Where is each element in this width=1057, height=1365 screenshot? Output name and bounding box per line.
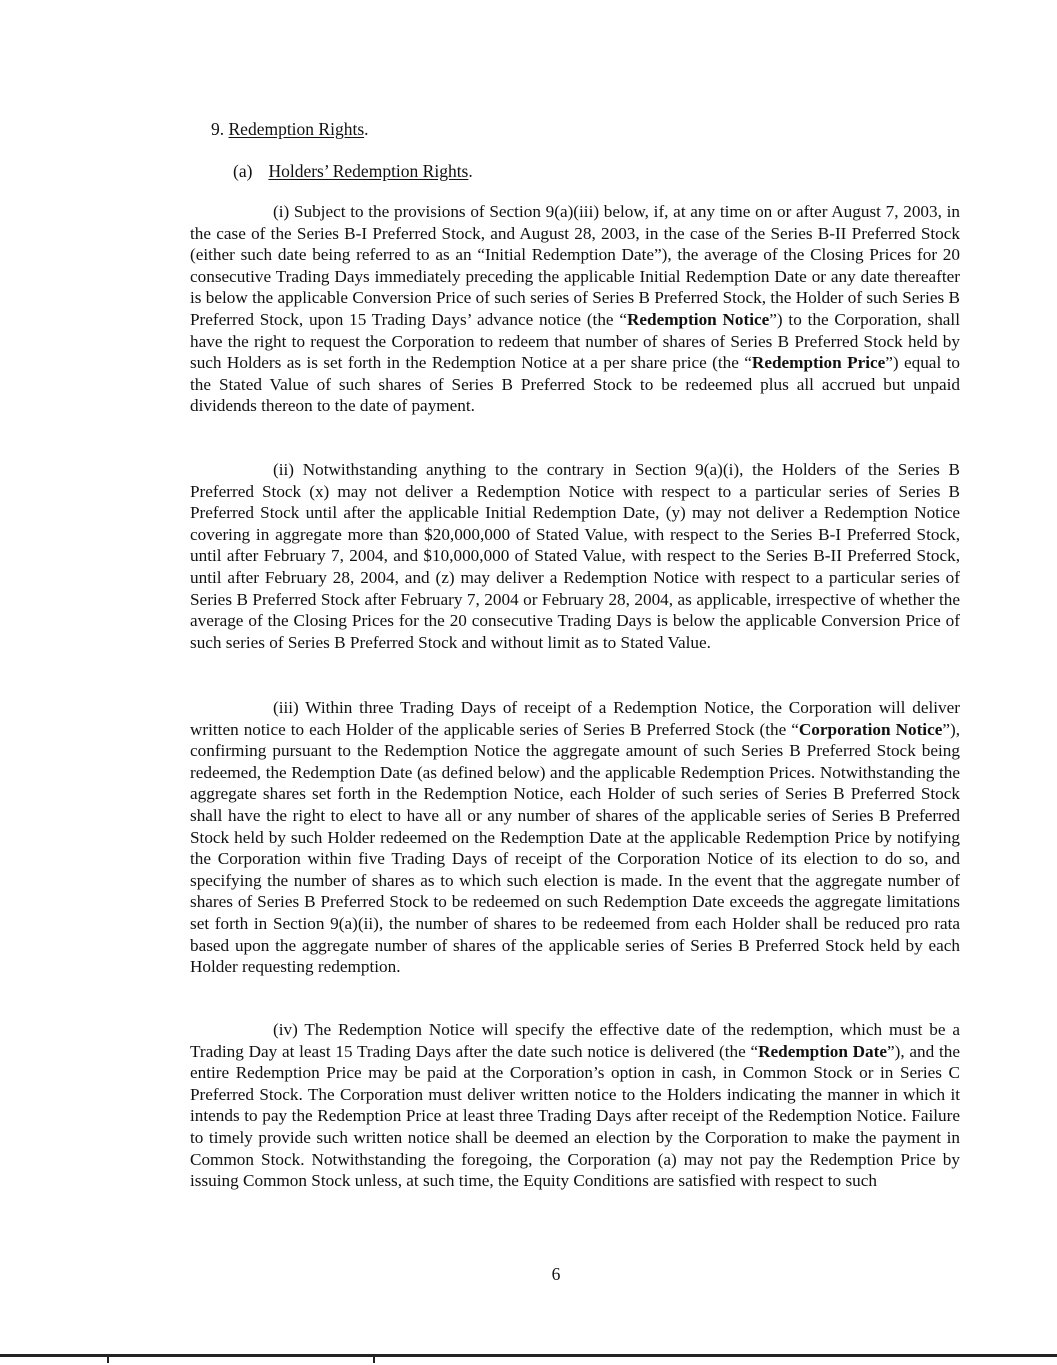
section-number: 9. xyxy=(211,119,225,139)
paragraph-ii xyxy=(190,459,960,653)
paragraph-text: (i) Subject to the provisions of Section 9(a)(iii) below, if, at any time on or after August 7, 2003, in the case of the Series B-I Preferred Stock, and August 28, 2003, in the case of the Series B-II Preferred Stock (either such date being referred to as an “Initial Redemption Date”), the average of the Closing Prices for 20 consecutive Trading Days immediately preceding the applicable Initial Redemption Date or any date thereafter is below the applicable Conversion Price of such series of Series B Preferred Stock, the Holder of such Series B Preferred Stock, upon 15 Trading Days’ advance notice (the “ xyxy=(190,202,960,329)
paragraph-i xyxy=(190,201,960,417)
scan-tick-mark xyxy=(373,1354,375,1363)
subsection-label: (a) xyxy=(233,161,253,181)
paragraph-text: ”), and the entire Redemption Price may be paid at the Corporation’s option in cash, in Common Stock or in Series C Preferred Stock. The Corporation must deliver written notice to the Holders indicating the manner in which it intends to pay the Redemption Price at least three Trading Days after receipt of the Redemption Notice. Failure to timely provide such written notice shall be deemed an election by the Corporation to make the payment in Common Stock. Notwithstanding the foregoing, the Corporation (a) may not pay the Redemption Price by issuing Common Stock unless, at such time, the Equity Conditions are satisfied with respect to such xyxy=(190,1041,961,1191)
defined-term: Redemption Price xyxy=(751,353,886,373)
paragraph-text: (iii) Within three Trading Days of receipt of a Redemption Notice, the Corporation will deliver written notice to each Holder of the applicable series of Series B Preferred Stock (the “ xyxy=(190,698,960,739)
paragraph-text: (ii) Notwithstanding anything to the contrary in Section 9(a)(i), the Holders of the Series B Preferred Stock (x) may not deliver a Redemption Notice with respect to a particular series of Series B Preferred Stock until after the applicable Initial Redemption Date, (y) may not deliver a Redemption Notice covering in aggregate more than $20,000,000 of Stated Value, with respect to the Series B-I Preferred Stock, until after February 7, 2004, and $10,000,000 of Stated Value, with respect to the Series B-II Preferred Stock, until after February 28, 2004, and (z) may deliver a Redemption Notice with respect to a particular series of Series B Preferred Stock after February 7, 2004 or February 28, 2004, as applicable, irrespective of whether the average of the Closing Prices for the 20 consecutive Trading Days is below the applicable Conversion Price of such series of Series B Preferred Stock and without limit as to Stated Value. xyxy=(190,460,960,652)
page-number: 6 xyxy=(551,1264,561,1284)
defined-term: Redemption Date xyxy=(758,1041,888,1061)
paragraph-text: ”), confirming pursuant to the Redemption Notice the aggregate amount of such Series B Preferred Stock being redeemed, the Redemption Date (as defined below) and the applicable Redemption Prices. Notwithstanding the aggregate shares set forth in the Redemption Notice, each Holder of such series of Series B Preferred Stock shall have the right to elect to have all or any number of shares of the applicable series of Series B Preferred Stock held by such Holder redeemed on the Redemption Date at the applicable Redemption Price by notifying the Corporation within five Trading Days of receipt of the Corporation Notice of its election to do so, and specifying the number of shares as to which such election is made. In the event that the aggregate number of shares of Series B Preferred Stock to be redeemed on such Redemption Date exceeds the aggregate limitations set forth in Section 9(a)(ii), the number of shares to be redeemed from each Holder shall be reduced pro rata based upon the aggregate number of shares of the applicable series of Series B Preferred Stock held by each Holder requesting redemption. xyxy=(190,719,960,977)
scan-edge-line xyxy=(0,1354,1057,1357)
paragraph-text: ”) equal to the Stated Value of such shares of Series B Preferred Stock to be redeemed plus all accrued but unpaid dividends thereon to the date of payment. xyxy=(190,353,960,416)
paragraph-iii xyxy=(190,697,960,978)
section-heading: 9. Redemption Rights. xyxy=(211,119,369,139)
scan-tick-mark xyxy=(107,1354,109,1363)
paragraph-iv xyxy=(190,1019,960,1192)
subsection-title: Holders’ Redemption Rights xyxy=(268,161,469,181)
paragraph-text: (iv) The Redemption Notice will specify the effective date of the redemption, which must be a Trading Day at least 15 Trading Days after the date such notice is delivered (the “ xyxy=(190,1020,960,1061)
defined-term: Redemption Notice xyxy=(626,309,770,329)
section-title: Redemption Rights xyxy=(228,119,365,139)
subsection-heading: (a) Holders’ Redemption Rights. xyxy=(233,161,473,181)
defined-term: Corporation Notice xyxy=(798,719,943,739)
paragraph-text: ”) to the Corporation, shall have the right to request the Corporation to redeem that number of shares of Series B Preferred Stock held by such Holders as is set forth in the Redemption Notice at a per share price (the “ xyxy=(190,309,960,373)
